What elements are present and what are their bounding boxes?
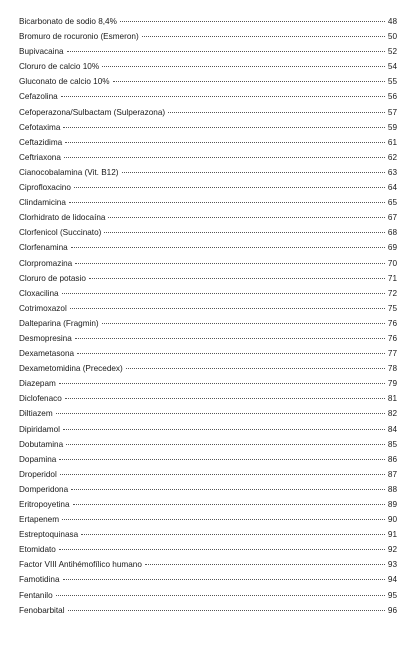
toc-entry-label: Droperidol: [19, 469, 57, 479]
toc-entry: [19, 180, 397, 195]
toc-entry-label: Bicarbonato de sodio 8,4%: [19, 17, 117, 26]
toc-entry-label: Ceftriaxona: [19, 152, 61, 162]
dot-leader: [75, 338, 385, 339]
toc-entry-label: Clindamicina: [19, 198, 66, 208]
dot-leader: [63, 579, 385, 580]
toc-entry-label: Famotidina: [19, 575, 60, 585]
dot-leader: [65, 398, 385, 399]
dot-leader: [71, 247, 385, 248]
dot-leader: [59, 383, 385, 384]
toc-entry-label: Ciprofloxacino: [19, 183, 71, 193]
toc-entry-label: Domperidona: [19, 484, 69, 494]
toc-entry-label: Diazepam: [19, 379, 56, 389]
dot-leader: [60, 474, 385, 475]
toc-entry-page-number: 54: [387, 62, 397, 72]
toc-entry-page-number: 63: [387, 167, 397, 177]
toc-entry: [19, 195, 397, 210]
dot-leader: [63, 127, 385, 128]
toc-entry-page-number: 96: [387, 605, 397, 615]
toc-entry-label: Diltiazem: [19, 409, 53, 419]
dot-leader: [56, 413, 385, 414]
toc-entry-page-number: 94: [387, 575, 397, 585]
dot-leader: [64, 157, 385, 158]
toc-entry: [19, 482, 397, 497]
toc-entry-page-number: 93: [387, 560, 397, 570]
toc-entry: [19, 271, 397, 286]
dot-leader: [56, 595, 385, 596]
dot-leader: [113, 81, 385, 82]
toc-entry-label: Fentanilo: [19, 590, 53, 600]
toc-entry: [19, 588, 397, 603]
toc-entry-page-number: 72: [387, 288, 397, 298]
toc-entry-label: Estreptoquinasa: [19, 530, 79, 540]
dot-leader: [63, 429, 385, 430]
toc-entry: [19, 14, 397, 29]
toc-entry: [19, 74, 397, 89]
toc-entry-page-number: 67: [387, 213, 397, 223]
toc-entry: [19, 210, 397, 225]
dot-leader: [126, 368, 385, 369]
toc-entry: [19, 437, 397, 452]
toc-entry: [19, 391, 397, 406]
toc-entry-label: Clorfenamina: [19, 243, 68, 253]
toc-entry: [19, 603, 397, 618]
toc-entry: [19, 497, 397, 512]
toc-entry-page-number: 50: [387, 32, 397, 42]
toc-entry: [19, 59, 397, 74]
dot-leader: [108, 217, 385, 218]
toc-entry-page-number: 48: [387, 17, 397, 26]
toc-entry-page-number: 87: [387, 469, 397, 479]
dot-leader: [102, 66, 385, 67]
toc-entry-page-number: 95: [387, 590, 397, 600]
dot-leader: [77, 353, 385, 354]
dot-leader: [65, 142, 385, 143]
dot-leader: [142, 36, 385, 37]
dot-leader: [120, 21, 385, 22]
toc-entry-page-number: 68: [387, 228, 397, 238]
dot-leader: [74, 187, 385, 188]
dot-leader: [62, 293, 385, 294]
toc-entry-page-number: 82: [387, 409, 397, 419]
dot-leader: [81, 534, 385, 535]
toc-entry-page-number: 92: [387, 545, 397, 555]
toc-entry-label: Cloruro de calcio 10%: [19, 62, 100, 72]
dot-leader: [70, 308, 385, 309]
toc-entry-page-number: 65: [387, 198, 397, 208]
toc-entry-label: Bromuro de rocuronio (Esmeron): [19, 32, 139, 42]
toc-entry-label: Ertapenem: [19, 515, 60, 525]
toc-entry-page-number: 71: [387, 273, 397, 283]
toc-entry-page-number: 62: [387, 152, 397, 162]
toc-entry-label: Clorfenicol (Succinato): [19, 228, 102, 238]
toc-entry: [19, 44, 397, 59]
toc-entry: [19, 557, 397, 572]
toc-entry: [19, 572, 397, 587]
toc-entry-label: Dalteparina (Fragmin): [19, 318, 99, 328]
toc-entry-label: Dexametomidina (Precedex): [19, 364, 123, 374]
toc-entry-label: Dexametasona: [19, 349, 75, 359]
dot-leader: [145, 564, 385, 565]
dot-leader: [122, 172, 385, 173]
toc-entry-page-number: 86: [387, 454, 397, 464]
dot-leader: [59, 549, 385, 550]
dot-leader: [59, 459, 385, 460]
toc-entry: [19, 286, 397, 301]
dot-leader: [75, 263, 385, 264]
dot-leader: [71, 489, 385, 490]
toc-entry-page-number: 76: [387, 333, 397, 343]
toc-entry-label: Gluconato de calcio 10%: [19, 77, 110, 87]
toc-entry-page-number: 90: [387, 515, 397, 525]
toc-entry-page-number: 85: [387, 439, 397, 449]
toc-entry-label: Cefazolina: [19, 92, 58, 102]
dot-leader: [62, 519, 385, 520]
toc-entry: [19, 225, 397, 240]
toc-entry: [19, 527, 397, 542]
toc-entry-page-number: 79: [387, 379, 397, 389]
toc-entry-page-number: 89: [387, 500, 397, 509]
toc-entry: [19, 422, 397, 437]
toc-entry-label: Etomidato: [19, 545, 56, 555]
dot-leader: [102, 323, 385, 324]
toc-entry-label: Clorhidrato de lidocaína: [19, 213, 106, 223]
toc-entry: [19, 240, 397, 255]
toc-entry-label: Clorpromazina: [19, 258, 73, 268]
toc-entry: [19, 376, 397, 391]
toc-entry-label: Cloxacilina: [19, 288, 59, 298]
toc-entry-label: Dipiridamol: [19, 424, 60, 434]
dot-leader: [66, 444, 385, 445]
toc-entry-page-number: 52: [387, 47, 397, 57]
toc-entry-page-number: 57: [387, 107, 397, 117]
toc-entry: [19, 316, 397, 331]
toc-entry-label: Cloruro de potasio: [19, 273, 86, 283]
toc-entry-label: Desmopresina: [19, 333, 72, 343]
toc-entry-page-number: 91: [387, 530, 397, 540]
toc-entry-label: Cefoperazona/Sulbactam (Sulperazona): [19, 107, 166, 117]
toc-entry: [19, 165, 397, 180]
dot-leader: [67, 51, 385, 52]
dot-leader: [73, 504, 385, 505]
toc-entry: [19, 105, 397, 120]
toc-entry-label: Dopamina: [19, 454, 57, 464]
toc-entry-page-number: 70: [387, 258, 397, 268]
toc-entry-page-number: 77: [387, 349, 397, 359]
toc-entry-page-number: 61: [387, 137, 397, 147]
toc-entry: [19, 150, 397, 165]
toc-entry: [19, 467, 397, 482]
table-of-contents: [19, 14, 397, 618]
toc-entry-page-number: 78: [387, 364, 397, 374]
toc-entry-label: Bupivacaina: [19, 47, 64, 57]
toc-entry-page-number: 88: [387, 484, 397, 494]
toc-entry-label: Cotrimoxazol: [19, 303, 67, 313]
toc-entry-label: Cianocobalamina (Vit. B12): [19, 167, 119, 177]
dot-leader: [89, 278, 385, 279]
toc-entry-label: Fenobarbital: [19, 605, 65, 615]
toc-entry: [19, 89, 397, 104]
toc-entry: [19, 135, 397, 150]
toc-entry: [19, 301, 397, 316]
toc-entry: [19, 361, 397, 376]
toc-entry: [19, 120, 397, 135]
toc-entry-page-number: 59: [387, 122, 397, 132]
toc-entry-page-number: 76: [387, 318, 397, 328]
toc-entry: [19, 346, 397, 361]
dot-leader: [104, 232, 385, 233]
toc-entry-label: Diclofenaco: [19, 394, 62, 404]
toc-entry: [19, 256, 397, 271]
toc-entry: [19, 542, 397, 557]
toc-entry-page-number: 84: [387, 424, 397, 434]
toc-entry-label: Factor VIII Antihémofílico humano: [19, 560, 142, 570]
dot-leader: [168, 112, 385, 113]
dot-leader: [69, 202, 385, 203]
toc-entry-page-number: 64: [387, 183, 397, 193]
toc-entry-label: Eritropoyetina: [19, 500, 70, 509]
toc-entry: [19, 512, 397, 527]
toc-entry-label: Cefotaxima: [19, 122, 61, 132]
dot-leader: [68, 610, 385, 611]
toc-entry-page-number: 56: [387, 92, 397, 102]
toc-entry: [19, 452, 397, 467]
toc-entry-label: Ceftazidima: [19, 137, 63, 147]
dot-leader: [61, 96, 385, 97]
toc-entry-label: Dobutamina: [19, 439, 64, 449]
toc-entry-page-number: 55: [387, 77, 397, 87]
toc-entry-page-number: 81: [387, 394, 397, 404]
toc-entry-page-number: 75: [387, 303, 397, 313]
toc-entry: [19, 29, 397, 44]
toc-entry: [19, 406, 397, 421]
toc-entry: [19, 331, 397, 346]
toc-entry-page-number: 69: [387, 243, 397, 253]
